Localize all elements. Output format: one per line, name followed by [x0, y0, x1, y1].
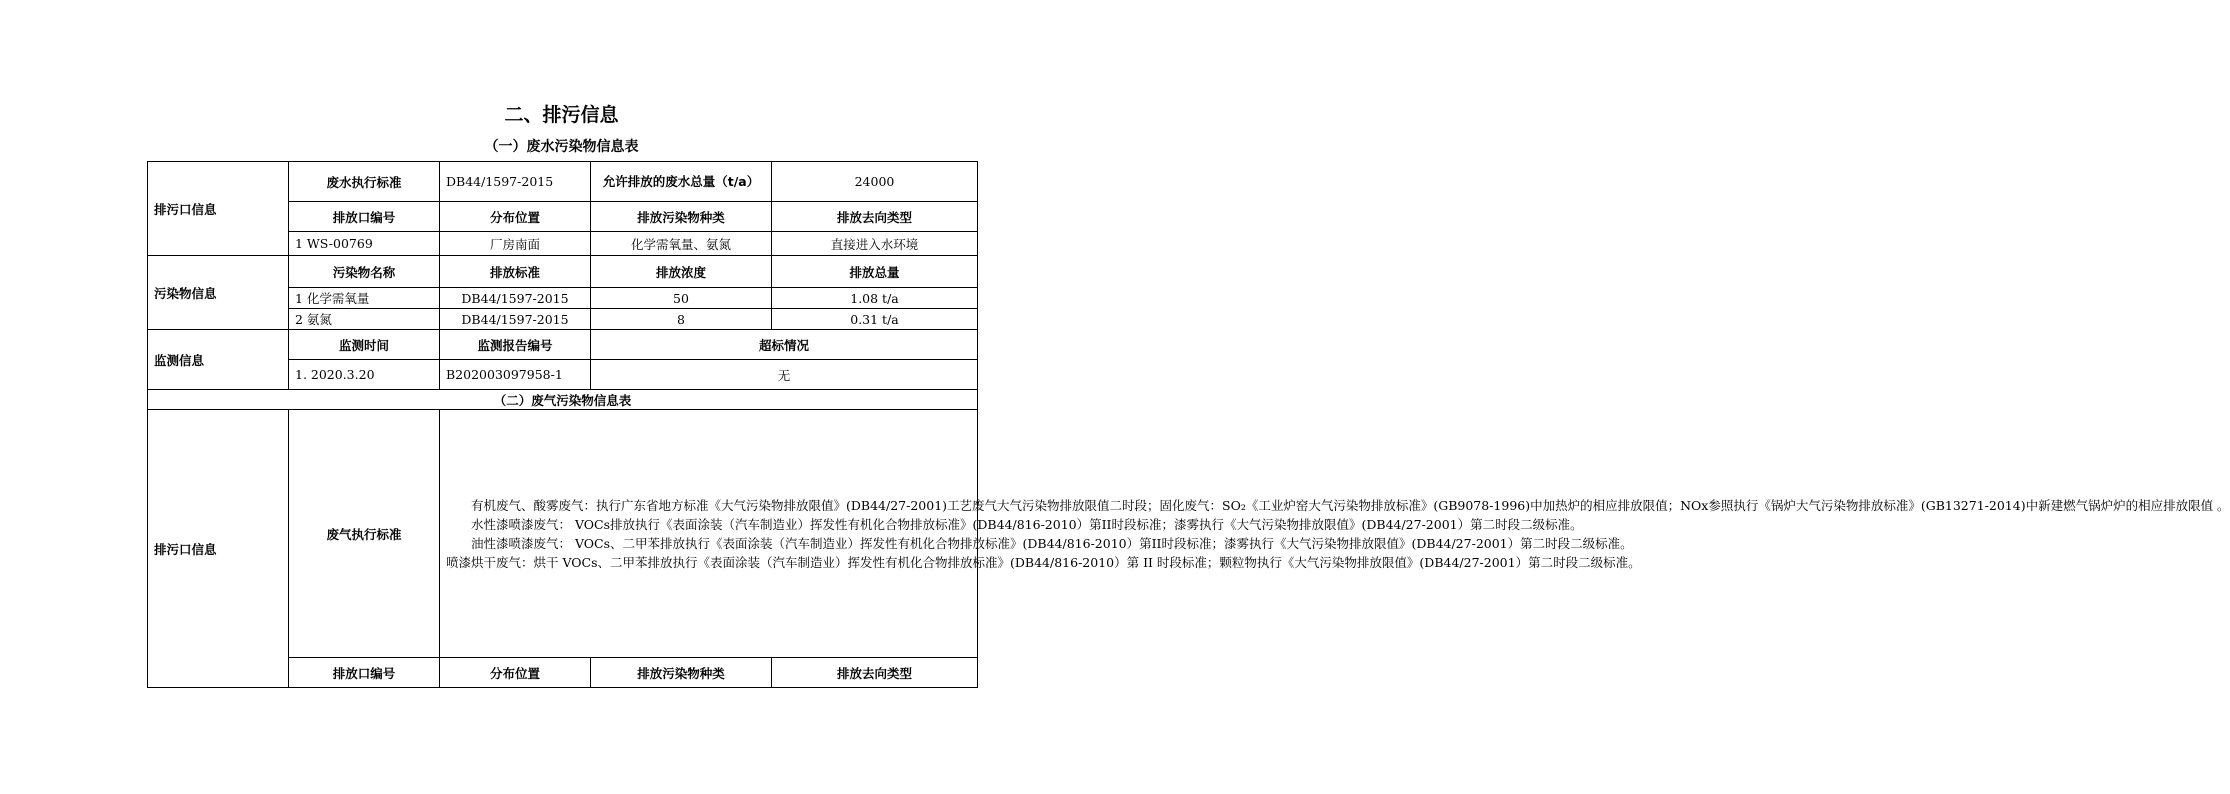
pollutant-row-total: 1.08 t/a [772, 288, 978, 309]
monitor-report-id: B202003097958-1 [440, 360, 591, 390]
monitor-exceed: 无 [591, 360, 978, 390]
pollutant-row-concentration: 50 [591, 288, 772, 309]
exhaust-subtitle: （二）废气污染物信息表 [148, 390, 978, 410]
exhaust-standard-paragraph: 水性漆喷漆废气： VOCs排放执行《表面涂装（汽车制造业）挥发性有机化合物排放标准》(DB44/816-2010）第II时段标准；漆雾执行《大气污染物排放限值》(DB44/27-2001）第二时段二级标准。 [471, 516, 1583, 532]
outlet-header-destination: 排放去向类型 [772, 202, 978, 232]
exhaust-outlet-header-location: 分布位置 [440, 658, 591, 688]
monitor-header-report: 监测报告编号 [440, 330, 591, 360]
wastewater-standard-label: 废水执行标准 [289, 162, 440, 202]
pollutant-header-standard: 排放标准 [440, 256, 591, 288]
monitor-header-time: 监测时间 [289, 330, 440, 360]
pollutant-row-name: 1 化学需氧量 [289, 288, 440, 309]
pollutant-row-total: 0.31 t/a [772, 309, 978, 330]
exhaust-outlet-header-pollutants: 排放污染物种类 [591, 658, 772, 688]
pollutant-row-standard: DB44/1597-2015 [440, 288, 591, 309]
pollutant-header-name: 污染物名称 [289, 256, 440, 288]
exhaust-outlet-section-label: 排污口信息 [148, 410, 289, 688]
exhaust-standard-label: 废气执行标准 [289, 410, 440, 658]
exhaust-standard-text [440, 410, 2230, 658]
pollutant-row-concentration: 8 [591, 309, 772, 330]
pollutant-row-name: 2 氨氮 [289, 309, 440, 330]
outlet-header-id: 排放口编号 [289, 202, 440, 232]
exhaust-outlet-header-destination: 排放去向类型 [772, 658, 978, 688]
outlet-location: 厂房南面 [440, 232, 591, 256]
outlet-id: 1 WS-00769 [289, 232, 440, 256]
pollutant-section-label: 污染物信息 [148, 256, 289, 330]
outlet-header-location: 分布位置 [440, 202, 591, 232]
exhaust-outlet-header-id: 排放口编号 [289, 658, 440, 688]
wastewater-standard-value: DB44/1597-2015 [440, 162, 591, 202]
allowed-total-label: 允许排放的废水总量（t/a） [591, 162, 772, 202]
exhaust-standard-paragraph: 有机废气、酸雾废气：执行广东省地方标准《大气污染物排放限值》(DB44/27-2001)工艺废气大气污染物排放限值二时段；固化废气：SO₂《工业炉窑大气污染物排放标准》(GB9078-1996)中加热炉的相应排放限值；NOx参照执行《锅炉大气污染物排放标准》(GB13271-2014)中新建燃气锅炉炉的相应排放限值 。 [471, 497, 2230, 513]
wastewater-subtitle: （一）废水污染物信息表 [484, 139, 639, 155]
exhaust-standard-paragraph: 油性漆喷漆废气： VOCs、二甲苯排放执行《表面涂装（汽车制造业）挥发性有机化合物排放标准》(DB44/816-2010）第II时段标准；漆雾执行《大气污染物排放限值》(DB44/27-2001）第二时段二级标准。 [471, 535, 1633, 551]
allowed-total-value: 24000 [772, 162, 978, 202]
outlet-pollutants: 化学需氧量、氨氮 [591, 232, 772, 256]
pollutant-header-total: 排放总量 [772, 256, 978, 288]
pollution-info-table [147, 161, 2230, 688]
page-title: 二、排污信息 [504, 104, 619, 126]
pollutant-row-standard: DB44/1597-2015 [440, 309, 591, 330]
wastewater-outlet-section-label: 排污口信息 [148, 162, 289, 256]
monitor-section-label: 监测信息 [148, 330, 289, 390]
pollutant-header-concentration: 排放浓度 [591, 256, 772, 288]
exhaust-standard-paragraph: 喷漆烘干废气：烘干 VOCs、二甲苯排放执行《表面涂装（汽车制造业）挥发性有机化合物排放标准》(DB44/816-2010）第 II 时段标准；颗粒物执行《大气污染物排放限值》(DB44/27-2001）第二时段二级标准。 [446, 554, 1641, 570]
monitor-header-exceed: 超标情况 [591, 330, 978, 360]
monitor-time: 1. 2020.3.20 [289, 360, 440, 390]
outlet-destination: 直接进入水环境 [772, 232, 978, 256]
outlet-header-pollutants: 排放污染物种类 [591, 202, 772, 232]
